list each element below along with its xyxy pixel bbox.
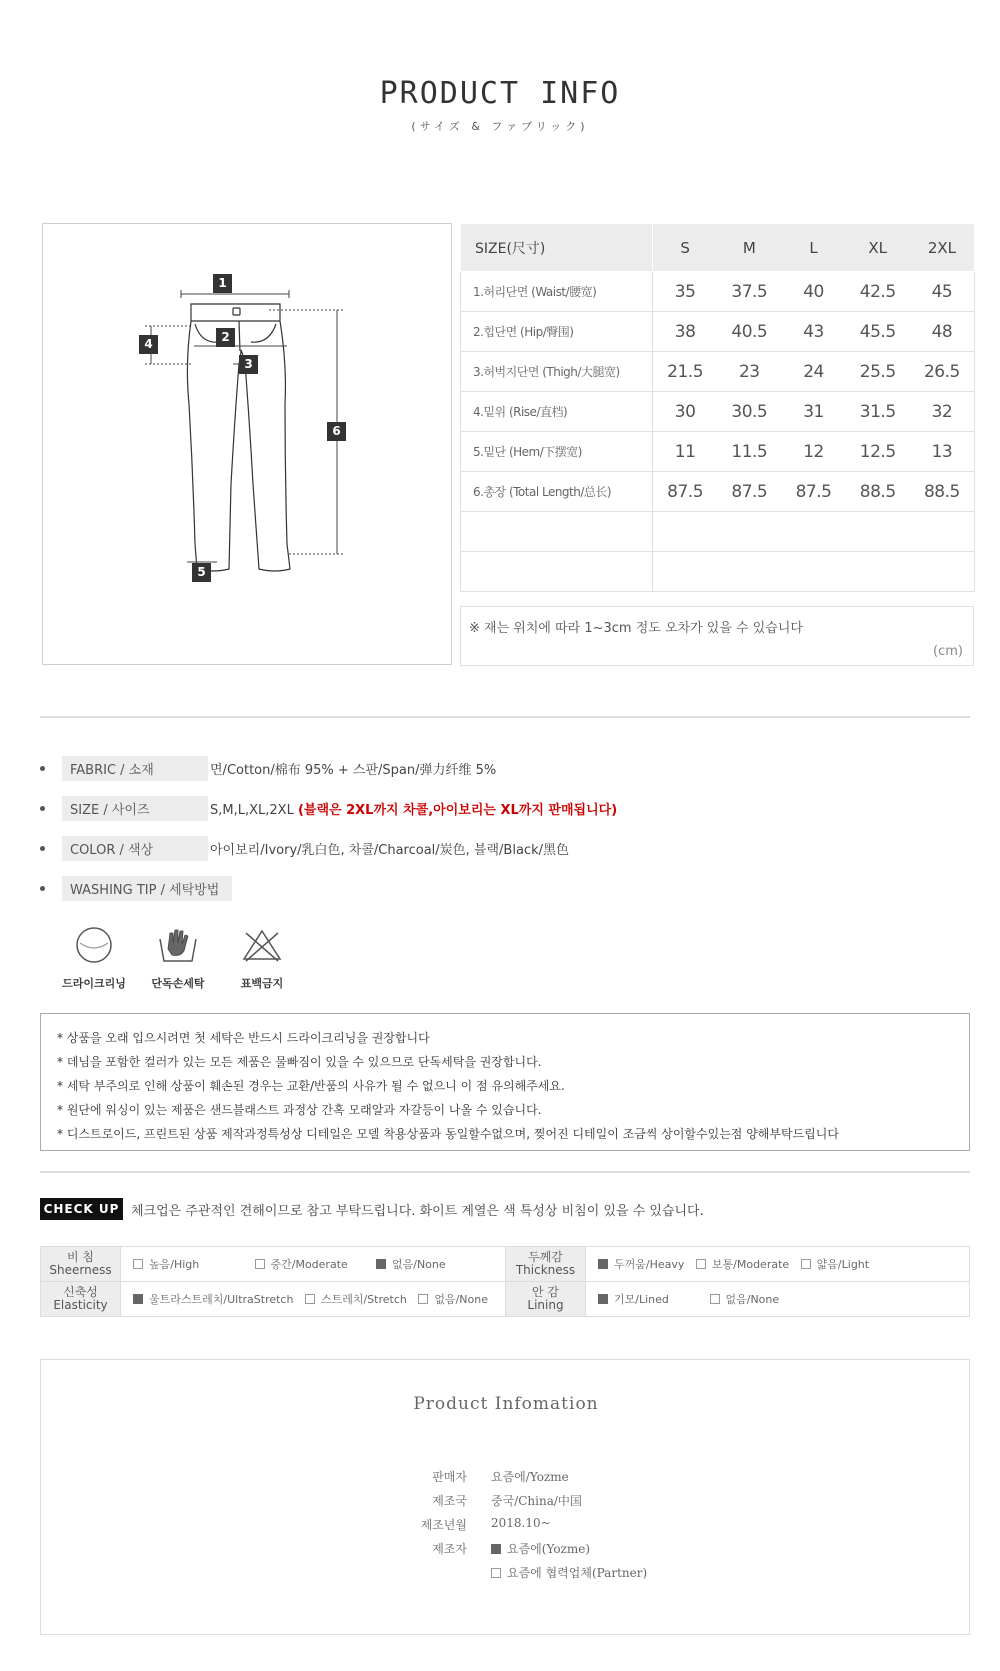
option-label: 높음/High xyxy=(149,1258,200,1271)
pi-value: 요즘에/Yozme xyxy=(491,1470,569,1484)
table-row-empty xyxy=(461,552,975,592)
option[interactable] xyxy=(598,1291,688,1307)
pi-key: 제조자 xyxy=(432,1542,467,1556)
option[interactable] xyxy=(696,1256,789,1272)
checkbox-checked[interactable] xyxy=(598,1294,608,1304)
size-table xyxy=(460,223,974,592)
wash-label: 표백금지 xyxy=(240,977,284,990)
table-row xyxy=(41,1282,970,1317)
cell: 31 xyxy=(803,401,824,422)
pants-outline xyxy=(43,224,451,664)
option-label: 울트라스트레치/UltraStretch xyxy=(149,1293,294,1306)
cell: 11.5 xyxy=(731,441,768,462)
marker-1: 1 xyxy=(213,274,232,293)
product-info-box xyxy=(40,1359,970,1635)
option-label: 보통/Moderate xyxy=(711,1258,790,1271)
cell: 87.5 xyxy=(667,481,704,502)
cell: 32 xyxy=(931,401,953,422)
fabric-check-table xyxy=(40,1246,970,1317)
option-label: 중간/Moderate xyxy=(270,1258,348,1271)
marker-5: 5 xyxy=(192,563,211,582)
page-title: PRODUCT INFO xyxy=(379,76,621,111)
manufacturer-alt: 요즘에 협력업체(Partner) xyxy=(507,1566,648,1580)
label-ko: 비 침 xyxy=(67,1250,94,1264)
checkbox-checked[interactable] xyxy=(133,1294,143,1304)
option[interactable] xyxy=(133,1291,293,1307)
size-col-2xl: 2XL xyxy=(927,238,956,257)
cell: 23 xyxy=(738,361,760,382)
spec-tag: COLOR / 색상 xyxy=(62,836,208,861)
spec-tag: FABRIC / 소재 xyxy=(62,756,208,781)
spec-washing xyxy=(40,876,970,900)
spec-color xyxy=(40,836,970,860)
pi-value xyxy=(491,1564,647,1581)
care-note: * 디스트로이드, 프린트된 상품 제작과정특성상 디테일은 모델 착용상품과 동일할수없으며, 찢어진 디테일이 조금씩 상이할수있는점 양해부탁드립니다 xyxy=(57,1127,839,1141)
sheerness-header xyxy=(41,1247,121,1282)
thickness-header xyxy=(506,1247,586,1282)
cell: 35 xyxy=(674,281,696,302)
option[interactable] xyxy=(801,1256,869,1272)
checkbox[interactable] xyxy=(710,1294,720,1304)
bullet xyxy=(40,766,45,771)
size-header-sizes xyxy=(653,224,975,272)
cell: 40 xyxy=(803,281,824,302)
label-ko: 안 감 xyxy=(532,1285,559,1299)
label-en: Lining xyxy=(527,1298,564,1312)
lining-header xyxy=(506,1282,586,1317)
option-label: 기모/Lined xyxy=(614,1293,669,1306)
option-label: 없음/None xyxy=(434,1293,488,1306)
care-note: * 세탁 부주의로 인해 상품이 훼손된 경우는 교환/반품의 사유가 될 수 없으니 이 점 유의해주세요. xyxy=(57,1079,565,1093)
no-bleach-icon xyxy=(240,925,284,965)
option[interactable] xyxy=(305,1291,407,1307)
cell: 87.5 xyxy=(795,481,832,502)
page-subtitle: (サイズ & ファブリック) xyxy=(411,120,589,133)
pi-key: 제조국 xyxy=(432,1494,467,1508)
row-label: 4.밑위 (Rise/直档) xyxy=(461,392,653,432)
checkbox[interactable] xyxy=(133,1259,143,1269)
option[interactable] xyxy=(133,1256,233,1272)
table-row xyxy=(461,472,975,512)
checkbox[interactable] xyxy=(801,1259,811,1269)
spec-fabric xyxy=(40,756,970,780)
label-en: Thickness xyxy=(515,1263,576,1277)
cell: 40.5 xyxy=(731,321,768,342)
size-header-label: SIZE(尺寸) xyxy=(461,224,653,272)
table-row xyxy=(461,272,975,312)
label-ko: 두께감 xyxy=(528,1250,563,1264)
dry-clean-icon xyxy=(72,925,116,965)
option[interactable] xyxy=(598,1256,684,1272)
pi-value: 2018.10~ xyxy=(491,1516,551,1530)
pi-value: 중국/China/中国 xyxy=(491,1494,582,1508)
option[interactable] xyxy=(255,1256,355,1272)
row-label: 6.총장 (Total Length/总长) xyxy=(461,472,653,512)
checkbox-checked[interactable] xyxy=(376,1259,386,1269)
manufacturer-value: 요즘에(Yozme) xyxy=(507,1542,591,1556)
spec-tag: SIZE / 사이즈 xyxy=(62,796,208,821)
marker-2: 2 xyxy=(216,328,235,347)
cell: 11 xyxy=(674,441,696,462)
checkup-badge: CHECK UP xyxy=(40,1198,123,1220)
marker-3: 3 xyxy=(239,355,258,374)
table-row xyxy=(461,352,975,392)
wash-item xyxy=(224,925,300,991)
cell: 13 xyxy=(931,441,953,462)
spec-size xyxy=(40,796,970,820)
row-label: 5.밑단 (Hem/下摆宽) xyxy=(461,432,653,472)
option-label: 없음/None xyxy=(725,1293,780,1306)
wash-label: 단독손세탁 xyxy=(151,977,205,990)
measurement-note xyxy=(460,606,974,666)
elasticity-header xyxy=(41,1282,121,1317)
cell: 12 xyxy=(803,441,824,462)
cell: 45.5 xyxy=(859,321,896,342)
cell: 88.5 xyxy=(923,481,960,502)
cell: 42.5 xyxy=(859,281,896,302)
cell: 30.5 xyxy=(731,401,768,422)
wash-item xyxy=(140,925,216,991)
cell: 30 xyxy=(674,401,696,422)
checkbox[interactable] xyxy=(696,1259,706,1269)
option[interactable] xyxy=(418,1291,488,1307)
row-label: 3.허벅지단면 (Thigh/大腿宽) xyxy=(461,352,653,392)
label-en: Sheerness xyxy=(49,1263,112,1277)
table-row-empty xyxy=(461,512,975,552)
option-label: 스트레치/Stretch xyxy=(320,1293,407,1306)
row-label: 2.힙단면 (Hip/臀围) xyxy=(461,312,653,352)
unit-label: (cm) xyxy=(933,644,963,659)
row-label: 1.허리단면 (Waist/腰宽) xyxy=(461,272,653,312)
checkbox[interactable] xyxy=(305,1294,315,1304)
care-note: * 상품을 오래 입으시려면 첫 세탁은 반드시 드라이크리닝을 권장합니다 xyxy=(57,1031,430,1045)
label-en: Elasticity xyxy=(53,1298,108,1312)
table-row xyxy=(461,312,975,352)
option[interactable] xyxy=(710,1291,780,1307)
spec-value: 면/Cotton/棉布 95% + 스판/Span/弹力纤维 5% xyxy=(210,762,497,778)
bullet xyxy=(40,846,45,851)
care-note: * 원단에 워싱이 있는 제품은 샌드블래스트 과정상 간혹 모래알과 자갈등이 나올 수 있습니다. xyxy=(57,1103,542,1117)
pi-key: 제조년월 xyxy=(420,1518,467,1532)
size-highlight: (블랙은 2XL까지 차콜,아이보리는 XL까지 판매됩니다) xyxy=(297,802,618,818)
checkbox[interactable] xyxy=(491,1568,501,1578)
cell: 37.5 xyxy=(731,281,768,302)
size-col-xl: XL xyxy=(868,238,888,257)
cell: 24 xyxy=(803,361,824,382)
pi-key: 판매자 xyxy=(432,1470,467,1484)
cell: 87.5 xyxy=(731,481,768,502)
cell: 21.5 xyxy=(667,361,704,382)
care-note: * 데님을 포함한 컬러가 있는 모든 제품은 물빠짐이 있을 수 있으므로 단독세탁을 권장합니다. xyxy=(57,1055,542,1069)
bullet xyxy=(40,806,45,811)
size-list: S,M,L,XL,2XL xyxy=(210,802,294,818)
cell: 26.5 xyxy=(923,361,960,382)
option-label: 없음/None xyxy=(392,1258,446,1271)
cell: 45 xyxy=(931,281,953,302)
pi-value xyxy=(491,1540,590,1557)
spec-value: 아이보리/Ivory/乳白色, 차콜/Charcoal/炭色, 블랙/Black/黑色 xyxy=(210,842,569,858)
table-row xyxy=(461,432,975,472)
wash-item xyxy=(56,925,132,991)
checkbox[interactable] xyxy=(418,1294,428,1304)
lining-options xyxy=(586,1282,970,1317)
divider xyxy=(40,1171,970,1173)
checkbox[interactable] xyxy=(255,1259,265,1269)
wash-label: 드라이크리닝 xyxy=(62,977,126,990)
table-row xyxy=(461,392,975,432)
option-label: 두꺼움/Heavy xyxy=(614,1258,685,1271)
marker-6: 6 xyxy=(327,422,346,441)
label-ko: 신축성 xyxy=(63,1285,98,1299)
checkbox-checked[interactable] xyxy=(491,1544,501,1554)
size-col-m: M xyxy=(742,238,756,257)
pants-diagram xyxy=(42,223,452,665)
care-notes xyxy=(40,1013,970,1151)
thickness-options xyxy=(586,1247,970,1282)
bullet xyxy=(40,886,45,891)
sheerness-options xyxy=(121,1247,506,1282)
table-row xyxy=(41,1247,970,1282)
cell: 88.5 xyxy=(859,481,896,502)
product-info-title: Product Infomation xyxy=(413,1394,599,1414)
size-col-s: S xyxy=(680,238,690,257)
cell: 31.5 xyxy=(859,401,896,422)
cell: 48 xyxy=(931,321,953,342)
hand-wash-icon xyxy=(156,925,200,965)
checkbox-checked[interactable] xyxy=(598,1259,608,1269)
cell: 43 xyxy=(803,321,824,342)
option-label: 얇음/Light xyxy=(816,1258,870,1271)
note-text: ※ 재는 위치에 따라 1~3cm 정도 오차가 있을 수 있습니다 xyxy=(469,621,803,636)
size-col-l: L xyxy=(809,238,818,257)
spec-tag: WASHING TIP / 세탁방법 xyxy=(62,876,232,901)
option[interactable] xyxy=(376,1256,446,1272)
cell: 25.5 xyxy=(859,361,896,382)
divider xyxy=(40,716,970,718)
checkup-text: 체크업은 주관적인 견해이므로 참고 부탁드립니다. 화이트 계열은 색 특성상 비침이 있을 수 있습니다. xyxy=(131,1204,704,1219)
marker-4: 4 xyxy=(139,335,158,354)
spec-value xyxy=(210,799,617,818)
elasticity-options xyxy=(121,1282,506,1317)
cell: 12.5 xyxy=(859,441,896,462)
cell: 38 xyxy=(674,321,696,342)
